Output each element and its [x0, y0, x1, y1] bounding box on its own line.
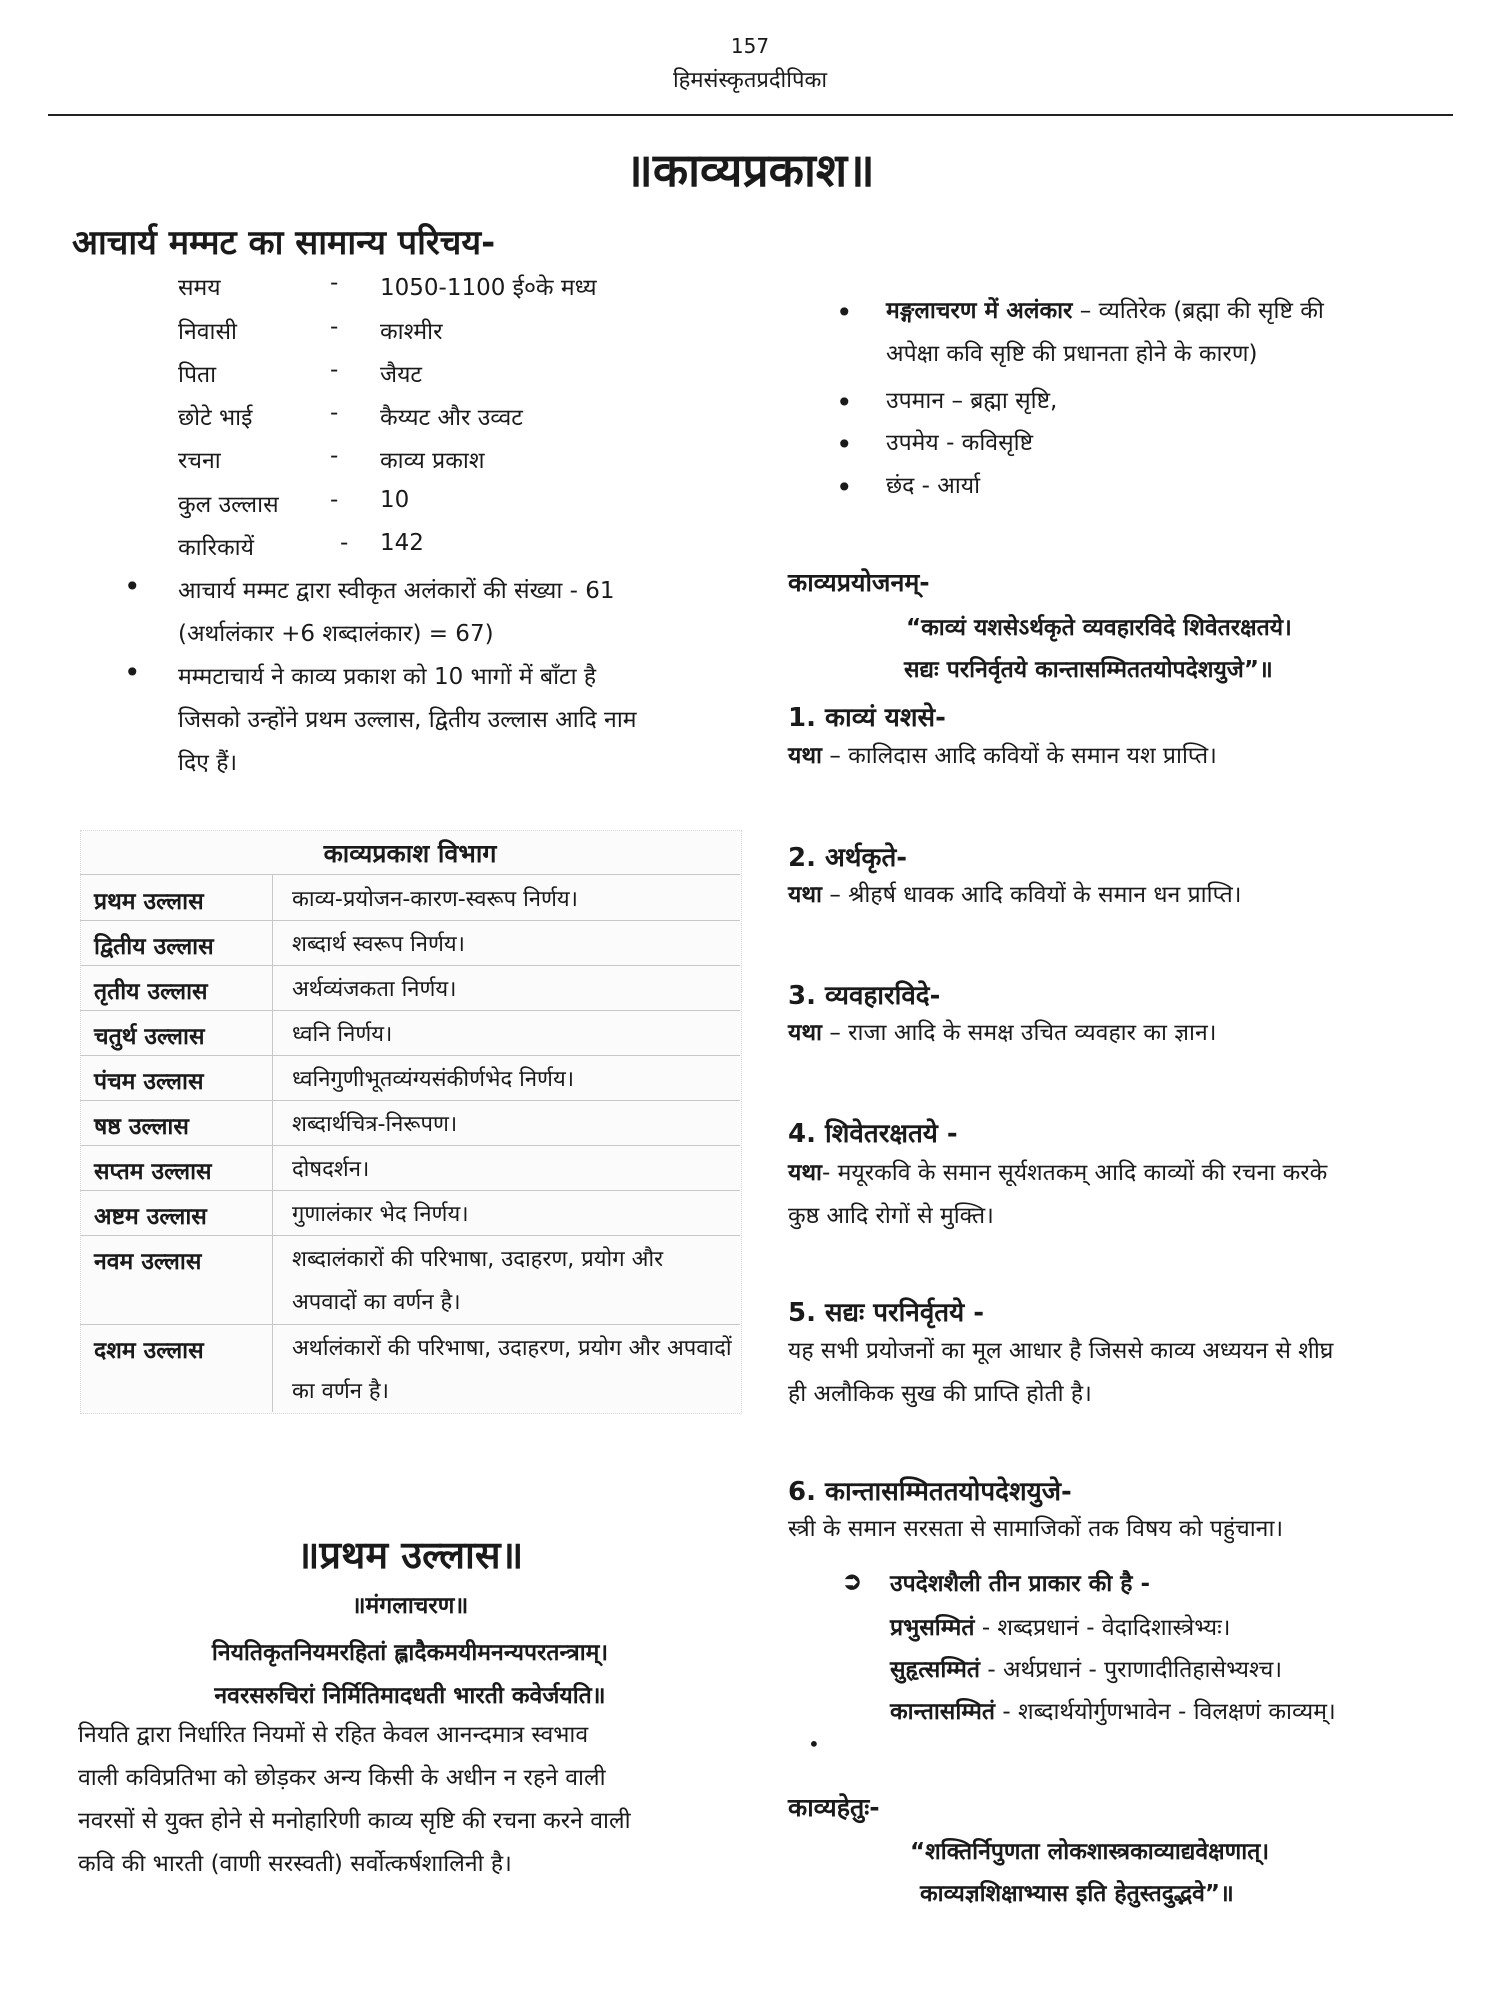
item-text: यथा – कालिदास आदि कवियों के समान यश प्राप्ति। — [788, 743, 1217, 769]
verse-line: नियतिकृतनियमरहितां ह्लादैकमयीमनन्यपरतन्त्राम्। — [211, 1640, 609, 1666]
right-bullet-4: छंद - आर्या — [886, 473, 981, 499]
info-label: पिता — [178, 362, 217, 388]
info-dash: - — [330, 314, 339, 340]
bullet-icon: • — [836, 428, 853, 461]
table-row-desc: शब्दार्थचित्र-निरूपण। — [292, 1112, 458, 1137]
prayojanam-heading: काव्यप्रयोजनम्- — [788, 568, 930, 597]
item-text: यह सभी प्रयोजनों का मूल आधार है जिससे काव्य अध्ययन से शीघ्र ही अलौकिक सुख की प्राप्ति होती है। — [788, 1338, 1334, 1407]
info-value: जैयट — [380, 362, 422, 388]
table-row-desc: दोषदर्शन। — [292, 1157, 370, 1182]
info-value: काव्य प्रकाश — [380, 448, 485, 474]
page-title: ॥काव्यप्रकाश॥ — [625, 143, 875, 197]
info-label: कुल उल्लास — [178, 492, 279, 518]
table-row-desc: ध्वनि निर्णय। — [292, 1022, 393, 1047]
dot-mark-icon: • — [808, 1732, 820, 1756]
quote-line: काव्यज्ञशिक्षाभ्यास इति हेतुस्तदुद्भवे”॥ — [920, 1881, 1234, 1907]
item-text: यथा – राजा आदि के समक्ष उचित व्यवहार का ज्ञान। — [788, 1020, 1217, 1046]
item-text: यथा – श्रीहर्ष धावक आदि कवियों के समान धन प्राप्ति। — [788, 882, 1242, 908]
hetu-heading: काव्यहेतुः- — [788, 1793, 880, 1822]
table-row-desc: शब्दार्थ स्वरूप निर्णय। — [292, 932, 466, 957]
intro-bullet-2: मम्मटाचार्य ने काव्य प्रकाश को 10 भागों में बाँटा है जिसको उन्होंने प्रथम उल्लास, द्वितीय उल्लास आदि नाम दिए हैं। — [178, 664, 637, 776]
info-label: रचना — [178, 448, 221, 474]
item-heading: 4. शिवेतरक्षतये - — [788, 1119, 958, 1149]
right-bullet-1: मङ्गलाचरण में अलंकार – व्यतिरेक (ब्रह्मा की सृष्टि की अपेक्षा कवि सृष्टि की प्रधानता होने के कारण) — [886, 298, 1324, 367]
upadesh-row: कान्तासम्मितं - शब्दार्थयोर्गुणभावेन - विलक्षणं काव्यम्। — [890, 1699, 1336, 1725]
bullet-icon: • — [124, 570, 141, 603]
item-heading: 1. काव्यं यशसे- — [788, 703, 946, 733]
info-dash: - — [330, 400, 339, 426]
quote-line: सद्यः परनिर्वृतये कान्तासम्मिततयोपदेशयुजे”॥ — [904, 657, 1273, 683]
table-row-label: चतुर्थ उल्लास — [94, 1024, 205, 1050]
item-heading: 3. व्यवहारविदे- — [788, 981, 941, 1011]
item-heading: 2. अर्थकृते- — [788, 843, 908, 873]
table-row-desc: शब्दालंकारों की परिभाषा, उदाहरण, प्रयोग और अपवादों का वर्णन है। — [292, 1247, 664, 1315]
info-dash: - — [340, 530, 349, 556]
item-heading: 6. कान्तासम्मिततयोपदेशयुजे- — [788, 1477, 1072, 1507]
quote-line: “शक्तिर्निपुणता लोकशास्त्रकाव्याद्यवेक्षणात्। — [910, 1839, 1270, 1865]
table-row-desc: अर्थव्यंजकता निर्णय। — [292, 977, 457, 1002]
info-dash: - — [330, 443, 339, 469]
info-value: काश्मीर — [380, 319, 443, 345]
running-title: हिमसंस्कृतप्रदीपिका — [672, 68, 828, 93]
info-value: कैय्यट और उव्वट — [380, 405, 523, 431]
table-row-label: सप्तम उल्लास — [94, 1159, 212, 1185]
page-number: 157 — [730, 34, 770, 58]
table-row-label: तृतीय उल्लास — [94, 979, 208, 1005]
info-value: 10 — [380, 487, 410, 513]
right-bullet-3: उपमेय - कविसृष्टि — [886, 430, 1034, 456]
intro-heading: आचार्य मम्मट का सामान्य परिचय- — [72, 223, 496, 263]
table-row-desc: अर्थालंकारों की परिभाषा, उदाहरण, प्रयोग और अपवादों का वर्णन है। — [292, 1336, 732, 1404]
upadesh-heading: उपदेशशैली तीन प्राकार की है - — [890, 1571, 1151, 1597]
table-title: काव्यप्रकाश विभाग — [323, 839, 497, 868]
table-row-desc: काव्य-प्रयोजन-कारण-स्वरूप निर्णय। — [292, 887, 578, 912]
table-row-label: प्रथम उल्लास — [94, 889, 204, 915]
table-row-label: दशम उल्लास — [94, 1338, 204, 1364]
quote-line: “काव्यं यशसेऽर्थकृते व्यवहारविदे शिवेतरक्षतये। — [906, 615, 1292, 641]
table-row-desc: गुणालंकार भेद निर्णय। — [292, 1202, 469, 1227]
bullet-icon: • — [124, 656, 141, 689]
section-subtitle: ॥मंगलाचरण॥ — [351, 1593, 469, 1619]
info-label: छोटे भाई — [178, 405, 253, 431]
info-dash: - — [330, 487, 339, 513]
table-row-label: पंचम उल्लास — [94, 1069, 204, 1095]
verse-meaning: नियति द्वारा निर्धारित नियमों से रहित केवल आनन्दमात्र स्वभाव वाली कविप्रतिभा को छोड़कर अन्य किसी के अधीन न रहने वाली नवरसों से युक्त होने से मनोहारिणी काव्य सृष्टि की रचना करने वाली कवि की भारती (वाणी सरस्वती) सर्वोत्कर्षशालिनी है। — [78, 1722, 631, 1877]
table-row-label: द्वितीय उल्लास — [94, 934, 214, 960]
upadesh-row: सुहृत्सम्मितं - अर्थप्रधानं - पुराणादीतिहासेभ्यश्च। — [890, 1657, 1283, 1683]
intro-bullet-1: आचार्य मम्मट द्वारा स्वीकृत अलंकारों की संख्या - 61 (अर्थालंकार +6 शब्दालंकार) = 67) — [178, 578, 615, 647]
info-label: समय — [178, 275, 221, 301]
header-rule — [48, 114, 1453, 116]
item-text: यथा- मयूरकवि के समान सूर्यशतकम् आदि काव्यों की रचना करके कुष्ठ आदि रोगों से मुक्ति। — [788, 1160, 1328, 1229]
info-dash: - — [330, 270, 339, 296]
info-label: कारिकायें — [178, 535, 254, 561]
info-label: निवासी — [178, 319, 237, 345]
bullet-icon: • — [836, 471, 853, 504]
table-row-label: अष्टम उल्लास — [94, 1204, 207, 1230]
item-text: स्त्री के समान सरसता से सामाजिकों तक विषय को पहुंचाना। — [788, 1516, 1284, 1542]
right-bullet-2: उपमान – ब्रह्मा सृष्टि, — [886, 388, 1058, 414]
section-title: ॥प्रथम उल्लास॥ — [296, 1532, 524, 1577]
table-row-label: षष्ठ उल्लास — [94, 1114, 189, 1140]
upadesh-row: प्रभुसम्मितं - शब्दप्रधानं - वेदादिशास्त्रेभ्यः। — [890, 1615, 1231, 1641]
bullet-icon: • — [836, 386, 853, 419]
info-value: 1050-1100 ई०के मध्य — [380, 275, 597, 301]
table-row-label: नवम उल्लास — [94, 1249, 202, 1275]
info-dash: - — [330, 357, 339, 383]
verse-line: नवरसरुचिरां निर्मितिमादधती भारती कवेर्जयति॥ — [214, 1683, 606, 1709]
arrow-bullet-icon: ➲ — [842, 1566, 863, 1595]
bullet-icon: • — [836, 296, 853, 329]
item-heading: 5. सद्यः परनिर्वृतये - — [788, 1298, 985, 1328]
info-value: 142 — [380, 530, 424, 556]
table-row-desc: ध्वनिगुणीभूतव्यंग्यसंकीर्णभेद निर्णय। — [292, 1067, 575, 1092]
